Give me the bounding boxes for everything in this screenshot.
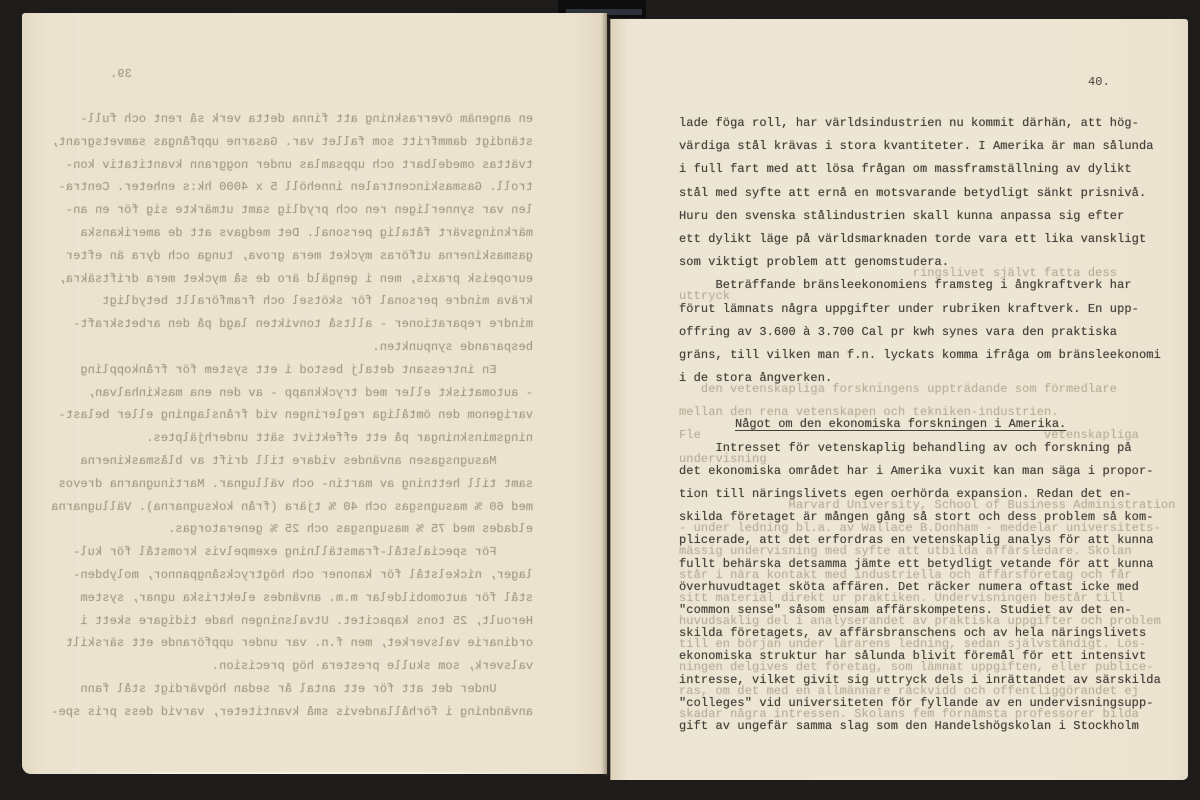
bleed-through-text-line: kräva mindre personal för skötsel och framförallt betydligt [102,294,533,309]
show-through-text-line: mässig undervisning med syfte att utbilda affärsledare. Skolan [679,544,1132,559]
page-number: 40. [1088,75,1110,89]
bleed-through-text-line: europeisk praxis, men i gengäld äro de så mycket mera driftsäkra, [58,271,533,286]
bleed-through-layer [22,13,607,774]
text-line: som viktigt problem att genomstudera. [679,255,950,270]
text-line: överhuvudtaget sköta affären. Det räcker numera oftast icke med [679,579,1139,594]
show-through-text-line: undervisning [679,451,767,466]
paragraphs-after-heading [679,437,1165,738]
text-line: gräns, till vilken man f.n. lyckats komma ifråga om bränsleekonomi [679,347,1161,362]
text-line: skilda företagets, av affärsbranschens och av hela näringslivets [679,626,1147,641]
bleed-through-text-line: lager, nickelstål för kanoner och högtrycksångpannor, molybden- [73,567,533,582]
text-line: "common sense" såsom ensam affärskompetens. Studiet av det en- [679,602,1132,617]
text-line: förut lämnats några uppgifter under rubriken kraftverk. En upp- [679,301,1139,316]
bleed-through-text-line: mindre reparationer - alltså tonvikten lagd på den arbetskraft- [73,317,533,332]
text-line: offring av 3.600 à 3.700 Cal pr kwh synes vara den praktiska [679,324,1118,339]
text-line: värdiga stål krävas i stora kvantiteter. I Amerika är man sålunda [679,139,1154,154]
bleed-through-text-line: varigenom den ömtåliga regleringen vid frånslagning eller belast- [58,408,533,423]
bleed-through-text-line: Heroult, 25 tons kapacitet. Utvalsningen hade tidigare skett i [80,613,533,628]
show-through-text-line: står i nära kontakt med industriella och affärsföretag och får [679,567,1132,582]
gutter-crease [601,13,611,776]
text-line: Huru den svenska stålindustrien skall kunna anpassa sig efter [679,208,1125,223]
show-through-text-line: ras, om det med en allmännare räckvidd och offentliggörandet ej [679,683,1139,698]
show-through-text-line: - under ledning bl.a. av Wallace B.Donham - meddelar universitets- [679,521,1161,536]
text-line: "colleges" vid universiteten för fyllande av en undervisningsupp- [679,695,1154,710]
bleed-through-page-number: 39. [110,67,132,81]
typed-text-block [679,112,1165,738]
show-through-text-line: den vetenskapliga forskningens uppträdande som förmedlare [679,382,1118,397]
bleed-through-text-line: användning i förhållandevis små kvantiteter, varvid dess pris spe- [51,704,533,719]
text-line: det ekonomiska området har i Amerika vuxit kan man säga i propor- [679,463,1154,478]
show-through-text-line: sitt material direkt ur praktiken. Undervisningen består till [679,590,1125,605]
bleed-through-text-line: eldades med 75 % masugnsgas och 25 % generatorgas. [167,522,533,537]
text-line: plicerade, att det erfordras en vetenskaplig analys för att kunna [679,533,1154,548]
text-line: fullt behärska detsamma jämte ett betydligt vetande för att kunna [679,556,1154,571]
paragraphs-before-heading [679,112,1165,390]
bleed-through-text-line: - automatiskt eller med tryckknapp - av den ena maskinhalvan, [87,385,533,400]
bleed-through-text-line: märkningsvärt fåtalig personal. Det medgavs att de amerikanska [80,225,533,240]
text-line: i de stora ångverken. [679,371,833,386]
bleed-through-text-line: En intressant detalj bestod i ett system för frånkoppling [80,362,533,377]
page-bottom-edge-highlight [81,772,537,774]
bleed-through-text-line: stål för automobildelar m.m. användes elektriska ugnar, system [80,590,533,605]
text-line: lade föga roll, har världsindustrien nu kommit därhän, att hög- [679,116,1139,130]
text-line: tion till näringslivets egen oerhörda expansion. Redan det en- [679,487,1132,501]
right-page [610,19,1188,780]
bleed-through-text-line: ningsminskningar på ett effektivt sätt underhjälptes. [146,431,533,446]
bleed-through-text-line: len var synnerligen ren och prydlig samt utmärkte sig för en an- [65,203,533,218]
bleed-through-text-line: gasmaskinerna utföras mycket mera grova, tunga och dyra än efter [65,248,533,263]
text-line: stål med syfte att ernå en motsvarande betydligt sänkt prisnivå. [679,185,1147,200]
text-line: Intresset för vetenskaplig behandling av och forskning på [679,440,1132,455]
show-through-text-line: uttryck [679,289,731,304]
bleed-through-text-line: För specialstål-framställning exempelvis kromstål för kul- [73,545,533,560]
bleed-through-text [47,108,533,724]
section-heading: Något om den ekonomiska forskningen i Amerika. [735,417,1067,432]
bleed-through-text-line: tvättas omedelbart och uppsamlas under noggrann kvantitativ kon- [65,157,533,172]
show-through-text-line: Harvard University, School of Business Administration [679,498,1176,512]
text-line: Beträffande bränsleekonomiens framsteg i ångkraftverk har [679,278,1132,293]
left-page [22,13,607,774]
text-line: ekonomiska struktur har sålunda blivit föremål för ett intensivt [679,649,1147,664]
text-line: ett dylikt läge på världsmarknaden torde vara ett lika vanskligt [679,231,1147,246]
bleed-through-text-line: en angenäm överraskning att finna detta verk så rent och full- [80,112,533,126]
text-line: intresse, vilket givit sig uttryck dels i inrättandet av särskilda [679,672,1161,687]
text-line: i full fart med att lösa frågan om massframställning av dylikt [679,162,1132,177]
bleed-through-text-line: besparande synpunkten. [372,339,533,354]
show-through-text-line: till en början under lärarens ledning, sedan självständigt. Lös- [679,637,1147,652]
show-through-text-line: huvudsaklig del i analyserandet av praktiska uppgifter och problem [679,613,1161,628]
text-line: skilda företaget är mången gång så stort och dess problem så kom- [679,510,1154,525]
bleed-through-text-line: samt till hettning av martin- och vällugnar. Martinugnarna drevos [58,476,533,491]
show-through-text-line: ningen delgives det företag, som lämnat uppgiften, eller publice- [679,660,1154,675]
text-line: gift av ungefär samma slag som den Handelshögskolan i Stockholm [679,718,1139,733]
show-through-text-line: mellan den rena vetenskapen och tekniken-industrien. [679,405,1059,420]
bleed-through-text-line: ordinarie valsverket, men f.n. var under uppförande ett särskilt [65,636,533,651]
show-through-text-line: Fle vetenskapliga [679,428,1139,443]
bleed-through-text-line: med 60 % masugnsgas och 40 % tjära (från koksugnarna). Vällugnarna [51,499,533,514]
bleed-through-text-line: ständigt dammfritt som fallet var. Gasarne uppfångas samvetsgrant, [51,134,533,149]
bleed-through-text-line: troll. Gasmaskincentralen innehöll 5 x 4000 hk:s enheter. Centra- [58,180,533,195]
bleed-through-text-line: Masugnsgasen användes vidare till drift av blåsmaskinerna [80,453,533,468]
bleed-through-text-line: valsverk, som skulle prestera hög precision. [211,659,533,674]
show-through-text-line: skadar några intressen. Skolans fem förnämsta professorer bilda [679,706,1139,721]
show-through-text-line: ringslivet självt fatta dess [679,266,1118,281]
bleed-through-text-line: Under det att för ett antal år sedan högvärdigt stål fann [80,681,533,696]
